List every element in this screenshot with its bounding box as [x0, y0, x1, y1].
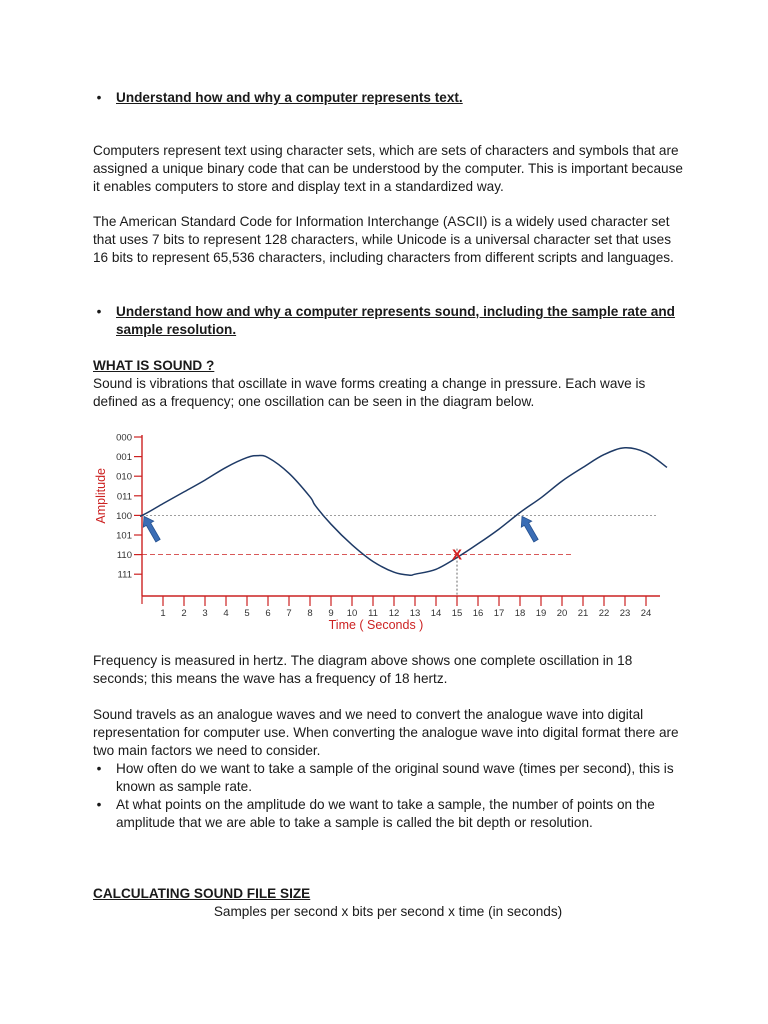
x-tick-label: 2	[181, 608, 187, 619]
bullet-glyph: •	[96, 304, 102, 319]
x-tick-label: 3	[202, 608, 208, 619]
text-paragraph-2: The American Standard Code for Information Interchange (ASCII) is a widely used character set that uses 7 bits to represent 128 characters, while Unicode is a universal character set that uses 16 bits to represent 65,536 characters, including characters from different scripts and languages.	[93, 214, 674, 265]
x-tick-label: 20	[556, 608, 568, 619]
sound-section-heading: Understand how and why a computer represents sound, including the sample rate and sample resolution.	[116, 304, 675, 337]
x-axis-label: Time ( Seconds )	[328, 618, 424, 632]
bit-depth-bullet	[93, 796, 683, 832]
sample-rate-text: How often do we want to take a sample of the original sound wave (times per second), this is known as sample rate.	[116, 761, 674, 794]
wave-arrow-2	[517, 513, 541, 543]
bullet-glyph: •	[96, 761, 102, 776]
y-tick-label: 111	[117, 569, 132, 581]
frequency-text: Frequency is measured in hertz. The diagram above shows one complete oscillation in 18 seconds; this means the wave has a frequency of 18 hertz.	[93, 653, 633, 686]
x-tick-label: 5	[244, 608, 250, 619]
bullet-glyph: •	[96, 90, 102, 105]
x-tick-label: 14	[430, 608, 442, 619]
x-tick-label: 6	[265, 608, 271, 619]
analogue-text: Sound travels as an analogue waves and we need to convert the analogue wave into digital representation for computer use. When converting the analogue wave into digital format there are two main factors we need to consider.	[93, 707, 679, 758]
x-tick-label: 4	[223, 608, 229, 619]
y-tick-label: 000	[116, 432, 132, 444]
text-section-heading: Understand how and why a computer represents text.	[116, 90, 463, 105]
y-tick-label: 001	[116, 452, 132, 464]
x-tick-label: 24	[640, 608, 652, 619]
y-tick-label: 101	[116, 530, 132, 542]
y-axis-label: Amplitude	[94, 468, 108, 524]
x-tick-label: 23	[619, 608, 631, 619]
x-tick-label: 15	[451, 608, 463, 619]
x-tick-label: 8	[307, 608, 313, 619]
x-tick-label: 1	[160, 608, 166, 619]
x-tick-label: 9	[328, 608, 334, 619]
sample-marker-x: X	[451, 546, 463, 564]
sound-section-bullet	[93, 303, 683, 339]
x-tick-label: 17	[493, 608, 505, 619]
x-tick-label: 22	[598, 608, 610, 619]
sound-wave-chart	[88, 424, 688, 639]
y-tick-label: 100	[116, 510, 132, 522]
calc-heading: CALCULATING SOUND FILE SIZE	[93, 886, 311, 901]
x-tick-label: 19	[535, 608, 547, 619]
text-paragraph-1: Computers represent text using character sets, which are sets of characters and symbols that are assigned a unique binary code that can be understood by the computer. This is important because it enables computers to store and display text in a standardized way.	[93, 143, 683, 194]
x-tick-label: 11	[368, 608, 378, 619]
x-tick-label: 18	[514, 608, 526, 619]
x-tick-label: 7	[286, 608, 292, 619]
arrow-shape	[517, 513, 541, 543]
bit-depth-text: At what points on the amplitude do we want to take a sample, the number of points on the amplitude that we are able to take a sample is called the bit depth or resolution.	[116, 797, 655, 830]
text-section-bullet	[93, 89, 683, 107]
y-tick-label: 110	[116, 550, 132, 562]
bullet-glyph: •	[96, 797, 102, 812]
what-is-sound-heading: WHAT IS SOUND ?	[93, 358, 215, 373]
what-is-sound-text: Sound is vibrations that oscillate in wave forms creating a change in pressure. Each wave is defined as a frequency; one oscillation can be seen in the diagram below.	[93, 376, 646, 409]
x-tick-label: 21	[577, 608, 589, 619]
sample-rate-bullet	[93, 760, 683, 796]
sound-wave-line	[123, 448, 667, 576]
x-tick-label: 16	[472, 608, 484, 619]
x-tick-label: 10	[346, 608, 358, 619]
x-tick-label: 12	[388, 608, 400, 619]
y-tick-label: 011	[116, 491, 132, 503]
y-tick-label: 010	[116, 471, 132, 483]
formula-text: Samples per second x bits per second x time (in seconds)	[213, 904, 563, 919]
x-tick-label: 13	[409, 608, 421, 619]
